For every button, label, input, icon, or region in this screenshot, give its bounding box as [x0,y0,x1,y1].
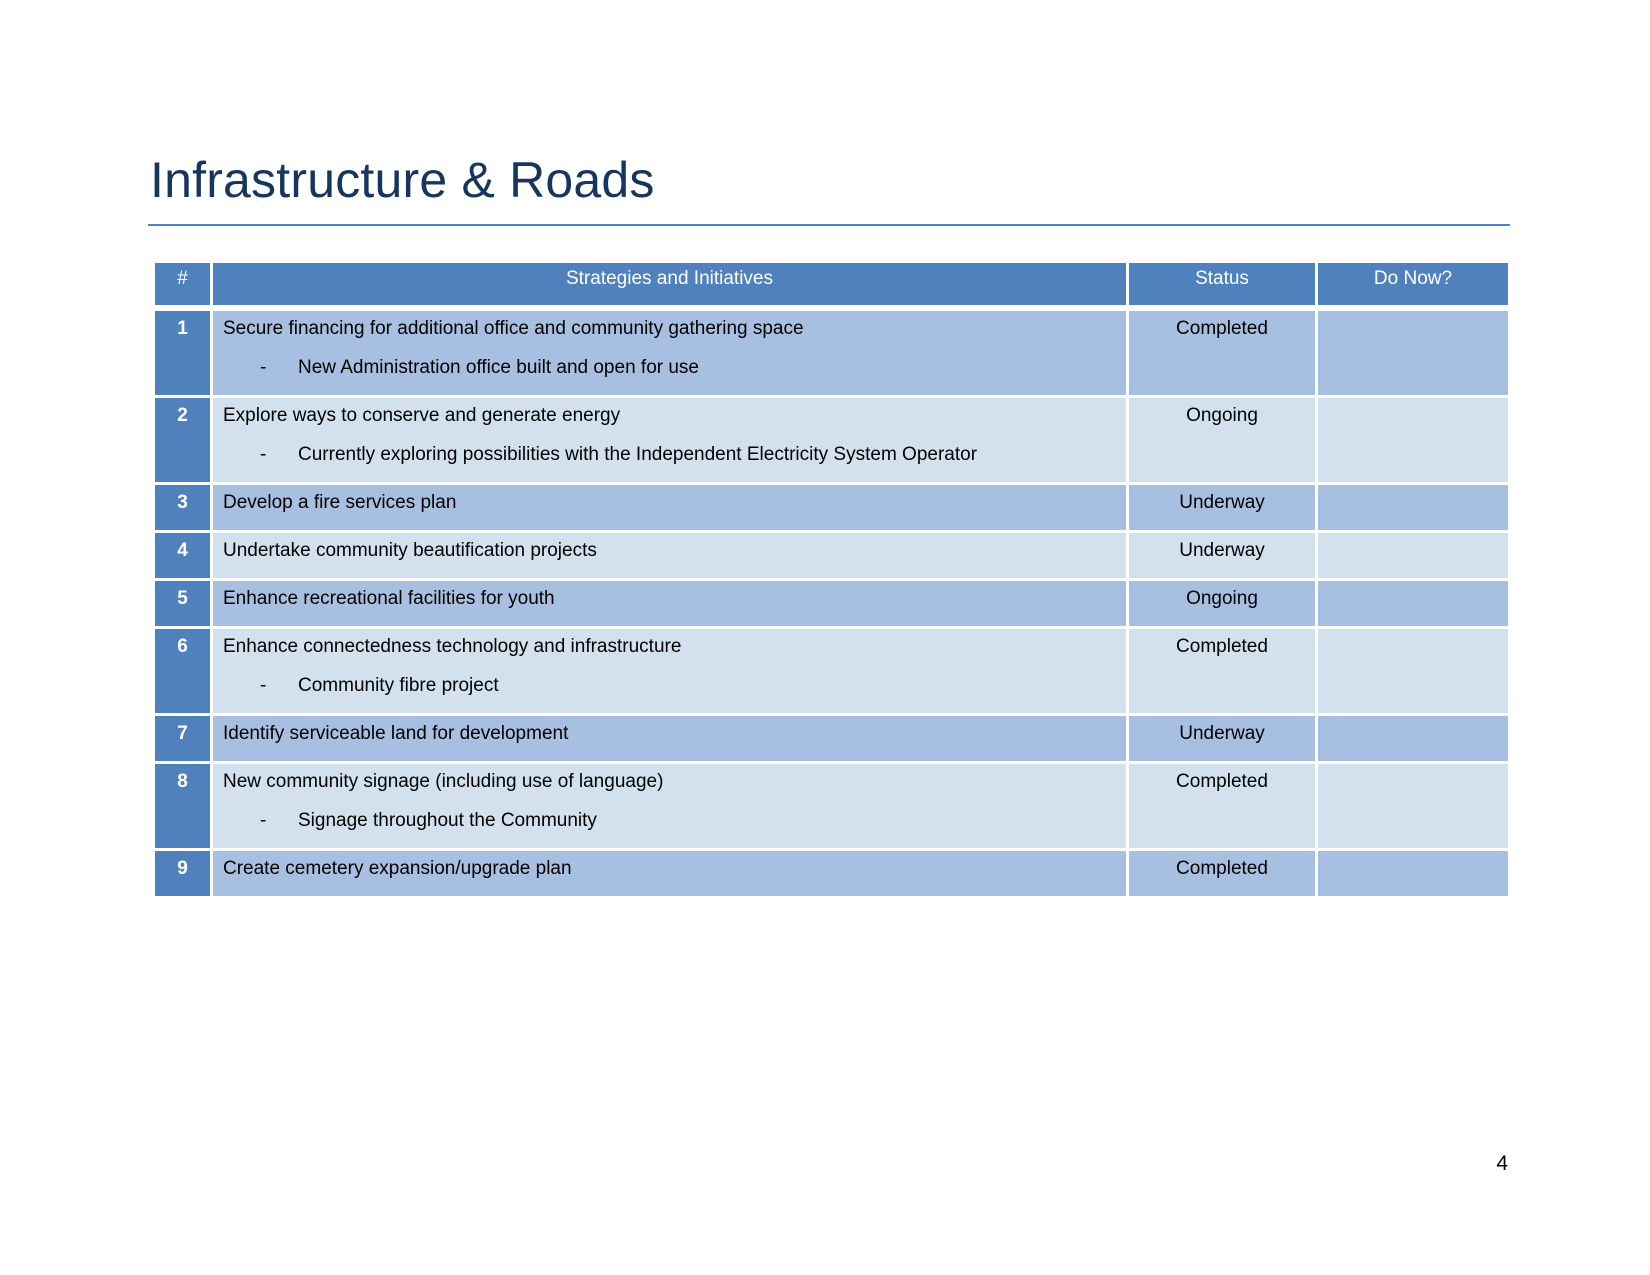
status-cell: Ongoing [1128,397,1317,484]
row-number: 4 [154,532,212,580]
page-title: Infrastructure & Roads [150,152,655,208]
row-number: 8 [154,763,212,850]
table-row [154,628,1510,715]
strategy-cell [212,763,1128,850]
do-now-cell[interactable] [1317,628,1510,715]
header-status: Status [1128,262,1317,309]
strategies-table [152,260,1511,899]
strategy-cell [212,484,1128,532]
row-number: 2 [154,397,212,484]
row-number: 1 [154,308,212,397]
status-cell: Completed [1128,850,1317,898]
strategy-text: Identify serviceable land for development [223,723,569,744]
status-cell: Underway [1128,532,1317,580]
sub-item-text: Currently exploring possibilities with the Independent Electricity System Operator [298,444,978,465]
do-now-cell[interactable] [1317,715,1510,763]
do-now-cell[interactable] [1317,580,1510,628]
strategy-text: Explore ways to conserve and generate energy [223,405,621,426]
do-now-cell[interactable] [1317,850,1510,898]
table-row [154,715,1510,763]
table-row [154,580,1510,628]
sub-item-text: New Administration office built and open for use [298,357,699,378]
page-number: 4 [1496,1152,1508,1175]
do-now-cell[interactable] [1317,308,1510,397]
sub-item-text: Signage throughout the Community [298,810,597,831]
table-row [154,397,1510,484]
table-row [154,763,1510,850]
sub-item-dash: - [260,357,267,378]
row-number: 3 [154,484,212,532]
status-cell: Ongoing [1128,580,1317,628]
sub-item [223,355,1116,381]
status-cell: Completed [1128,628,1317,715]
strategy-cell [212,580,1128,628]
do-now-cell[interactable] [1317,763,1510,850]
strategy-text: Secure financing for additional office and community gathering space [223,318,804,339]
strategies-table-container [152,260,1508,899]
strategy-cell [212,308,1128,397]
sub-item-dash: - [260,675,267,696]
sub-item [223,442,1116,468]
status-cell: Underway [1128,484,1317,532]
strategy-cell [212,397,1128,484]
header-number: # [154,262,212,309]
sub-item-dash: - [260,810,267,831]
table-row [154,484,1510,532]
sub-item [223,673,1116,699]
sub-item [223,808,1116,834]
table-header-row [154,262,1510,309]
do-now-cell[interactable] [1317,532,1510,580]
strategy-cell [212,715,1128,763]
strategy-text: Undertake community beautification projects [223,540,597,561]
row-number: 6 [154,628,212,715]
strategy-text: Create cemetery expansion/upgrade plan [223,858,572,879]
table-row [154,850,1510,898]
strategy-text: Develop a fire services plan [223,492,457,513]
strategy-text: Enhance connectedness technology and infrastructure [223,636,682,657]
row-number: 5 [154,580,212,628]
sub-item-dash: - [260,444,267,465]
strategy-cell [212,628,1128,715]
header-strategies: Strategies and Initiatives [212,262,1128,309]
do-now-cell[interactable] [1317,484,1510,532]
table-row [154,308,1510,397]
status-cell: Completed [1128,308,1317,397]
strategy-cell [212,850,1128,898]
sub-item-text: Community fibre project [298,675,499,696]
strategy-cell [212,532,1128,580]
status-cell: Underway [1128,715,1317,763]
strategy-text: New community signage (including use of language) [223,771,664,792]
do-now-cell[interactable] [1317,397,1510,484]
row-number: 7 [154,715,212,763]
status-cell: Completed [1128,763,1317,850]
header-do-now: Do Now? [1317,262,1510,309]
table-row [154,532,1510,580]
strategy-text: Enhance recreational facilities for youth [223,588,555,609]
row-number: 9 [154,850,212,898]
title-divider [148,224,1510,226]
